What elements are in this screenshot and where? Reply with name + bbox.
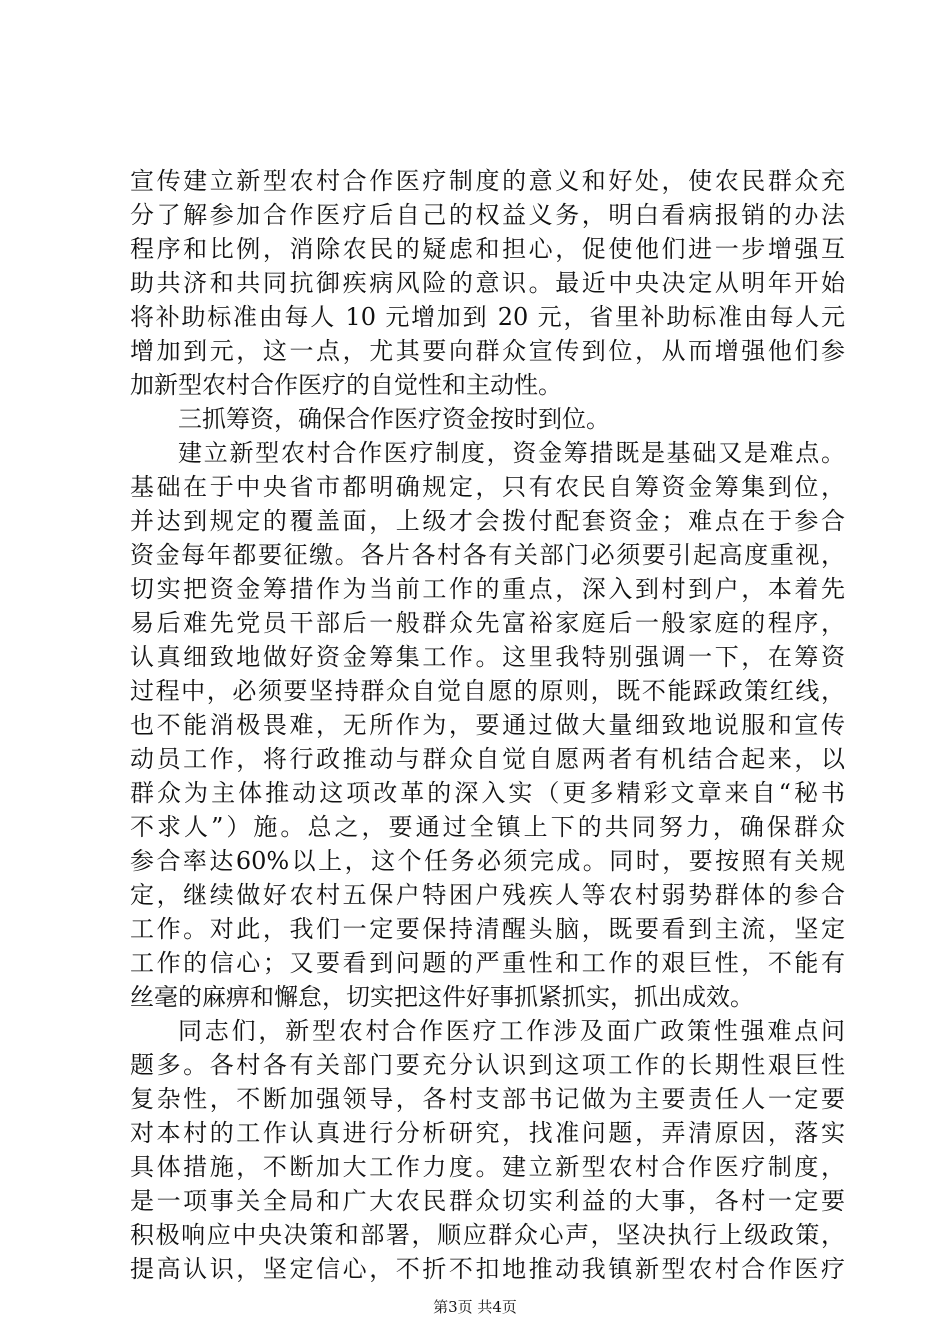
text-line: 题多。各村各有关部门要充分认识到这项工作的长期性艰巨性 bbox=[130, 1051, 845, 1079]
text-line: 增加到元，这一点，尤其要向群众宣传到位，从而增强他们参 bbox=[130, 337, 845, 365]
text-line: 也不能消极畏难，无所作为，要通过做大量细致地说服和宣传 bbox=[130, 711, 845, 739]
text-line: 加新型农村合作医疗的自觉性和主动性。 bbox=[130, 371, 562, 399]
text-line: 参合率达60%以上，这个任务必须完成。同时，要按照有关规 bbox=[130, 847, 845, 875]
text-line: 提高认识，坚定信心，不折不扣地推动我镇新型农村合作医疗 bbox=[130, 1255, 845, 1283]
text-line: 认真细致地做好资金筹集工作。这里我特别强调一下，在筹资 bbox=[130, 643, 845, 671]
text-line: 群众为主体推动这项改革的深入实（更多精彩文章来自“秘书 bbox=[130, 779, 845, 807]
text-line: 资金每年都要征缴。各片各村各有关部门必须要引起高度重视， bbox=[130, 541, 845, 569]
text-line: 宣传建立新型农村合作医疗制度的意义和好处，使农民群众充 bbox=[130, 167, 845, 195]
text-line: 程序和比例，消除农民的疑虑和担心，促使他们进一步增强互 bbox=[130, 235, 845, 263]
body-text bbox=[130, 164, 845, 1286]
text-line: 切实把资金筹措作为当前工作的重点，深入到村到户，本着先 bbox=[130, 575, 845, 603]
text-line: 同志们，新型农村合作医疗工作涉及面广政策性强难点问 bbox=[178, 1017, 845, 1045]
text-line: 将补助标准由每人 10 元增加到 20 元，省里补助标准由每人元 bbox=[130, 303, 845, 331]
text-line: 易后难先党员干部后一般群众先富裕家庭后一般家庭的程序， bbox=[130, 609, 845, 637]
text-line: 工作的信心；又要看到问题的严重性和工作的艰巨性，不能有 bbox=[130, 949, 845, 977]
text-line: 对本村的工作认真进行分析研究，找准问题，弄清原因，落实 bbox=[130, 1119, 845, 1147]
text-line: 建立新型农村合作医疗制度，资金筹措既是基础又是难点。 bbox=[178, 439, 845, 467]
text-line: 并达到规定的覆盖面，上级才会拨付配套资金；难点在于参合 bbox=[130, 507, 845, 535]
text-line: 工作。对此，我们一定要保持清醒头脑，既要看到主流，坚定 bbox=[130, 915, 845, 943]
text-line: 具体措施，不断加大工作力度。建立新型农村合作医疗制度， bbox=[130, 1153, 845, 1181]
text-line: 不求人”）施。总之，要通过全镇上下的共同努力，确保群众 bbox=[130, 813, 845, 841]
text-line: 复杂性，不断加强领导，各村支部书记做为主要责任人一定要 bbox=[130, 1085, 845, 1113]
section-heading: 三抓筹资，确保合作医疗资金按时到位。 bbox=[178, 405, 610, 433]
text-line: 定，继续做好农村五保户特困户残疾人等农村弱势群体的参合 bbox=[130, 881, 845, 909]
text-line: 是一项事关全局和广大农民群众切实利益的大事，各村一定要 bbox=[130, 1187, 845, 1215]
text-line: 丝毫的麻痹和懈怠，切实把这件好事抓紧抓实，抓出成效。 bbox=[130, 983, 754, 1011]
text-line: 动员工作，将行政推动与群众自觉自愿两者有机结合起来，以 bbox=[130, 745, 845, 773]
text-line: 过程中，必须要坚持群众自觉自愿的原则，既不能踩政策红线， bbox=[130, 677, 845, 705]
text-line: 助共济和共同抗御疾病风险的意识。最近中央决定从明年开始 bbox=[130, 269, 845, 297]
text-line: 分了解参加合作医疗后自己的权益义务，明白看病报销的办法 bbox=[130, 201, 845, 229]
page-footer: 第3页 共4页 bbox=[433, 1298, 517, 1316]
text-line: 积极响应中央决策和部署，顺应群众心声，坚决执行上级政策， bbox=[130, 1221, 845, 1249]
text-line: 基础在于中央省市都明确规定，只有农民自筹资金筹集到位， bbox=[130, 473, 845, 501]
